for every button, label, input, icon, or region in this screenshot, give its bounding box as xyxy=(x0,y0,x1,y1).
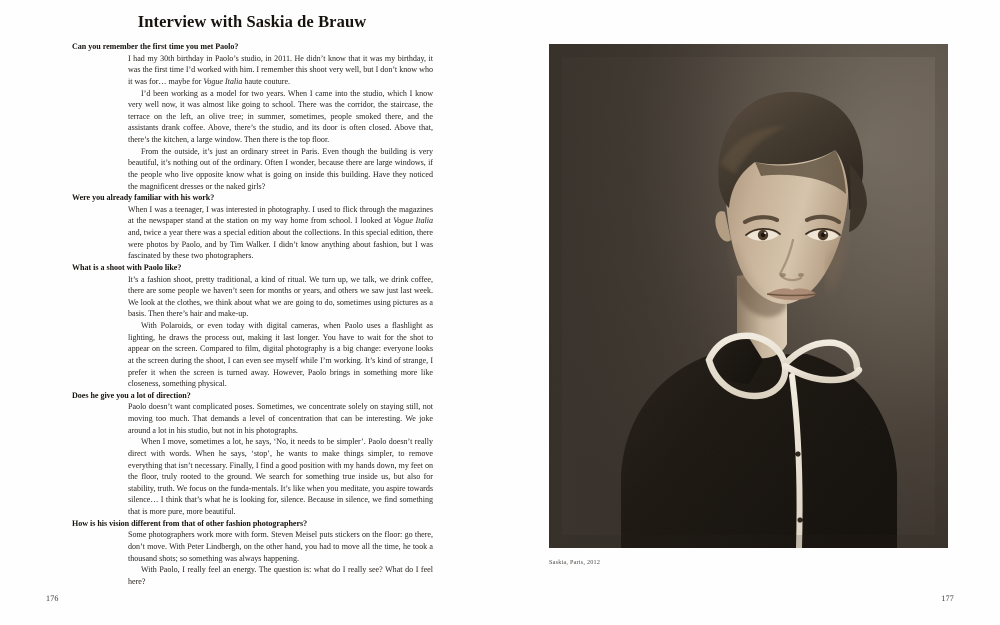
interview-question: How is his vision different from that of other fashion photographers? xyxy=(72,518,308,528)
qa-block xyxy=(72,262,433,390)
interview-answer: I’d been working as a model for two years. When I came into the studio, which I know very well now, it was almost like going to school. There was the corridor, the staircase, the terrace on the left, an olive tree; in summer, sometimes, people smoked there, and the assistants drank coffee. Above, there’s the studio, and its door is often closed. Above that, there’s the kitchen, a large window. Then there is the top floor. xyxy=(128,88,433,144)
page-title: Interview with Saskia de Brauw xyxy=(137,12,367,31)
folio-left: 176 xyxy=(46,594,59,603)
qa-block xyxy=(72,192,433,262)
interview-answer: It’s a fashion shoot, pretty traditional, a kind of ritual. We turn up, we talk, we drink coffee, there are some people we haven’t seen for months or years, and others we saw just last week. We look at the clothes, we think about what we are going to do, sometimes using pictures as a basis. Then there’s hair and make-up. xyxy=(128,274,433,319)
portrait-photograph xyxy=(549,44,948,548)
interview-answer: From the outside, it’s just an ordinary street in Paris. Even though the building is very beautiful, it’s nothing out of the ordinary. Often I wonder, because there are large windows, if the people who live opposite know what is going on inside this building. Have they noticed the magnificent dresses or the naked girls? xyxy=(128,146,433,191)
interview-answer: Paolo doesn’t want complicated poses. Sometimes, we concentrate solely on staying still, not moving too much. That demands a level of concentration that can be interesting. We joke around a lot in his studio, but not in his photographs. xyxy=(128,402,433,435)
right-page xyxy=(500,0,1000,625)
portrait-image xyxy=(549,44,948,548)
interview-answer: Some photographers work more with form. Steven Meisel puts stickers on the floor: go there, don’t move. With Peter Lindbergh, on the other hand, you had to move all the time, he took a thousand shots; so something was always happening. xyxy=(128,530,433,563)
interview-answer: When I move, sometimes a lot, he says, ‘No, it needs to be simpler’. Paolo doesn’t really direct with words. When he says, ‘stop’, he wants to make things simpler, to remove everything that isn’t necessary. Finally, I find a good position with my hands down, my feet on the floor, truly rooted to the ground. We search for something true inside us, but also for stability, truth. We focus on the funda-mentals. It’s like when you meditate, you aspire towards silence… I think that’s what he is looking for, silence. Because in silence, we find something that is more pure, more beautiful. xyxy=(128,437,433,516)
interview-answer: I had my 30th birthday in Paolo’s studio, in 2011. He didn’t know that it was my birthday, it was the first time I’d worked with him. I remember this shoot very well, but I don’t know who it was for… maybe for Vogue Italia haute couture. xyxy=(128,53,433,86)
interview-question: Does he give you a lot of direction? xyxy=(72,390,191,400)
interview-body xyxy=(72,41,433,587)
interview-answer: With Paolo, I really feel an energy. The question is: what do I really see? What do I feel here? xyxy=(128,565,433,586)
interview-answer: When I was a teenager, I was interested in photography. I used to flick through the magazines at the newspaper stand at the station on my way home from school. I looked at Vogue Italia and, twice a year there was a special edition about the collections. In this special edition, there were photos by Paolo, and by Tim Walker. I didn’t know anything about fashion, but I was fascinated by these two photographers. xyxy=(128,204,433,261)
folio-right: 177 xyxy=(941,594,954,603)
photo-caption: Saskia, Paris, 2012 xyxy=(549,560,601,566)
interview-question: Can you remember the first time you met Paolo? xyxy=(72,42,239,51)
interview-question: Were you already familiar with his work? xyxy=(72,193,215,203)
qa-block xyxy=(72,41,433,192)
interview-question: What is a shoot with Paolo like? xyxy=(72,262,182,272)
interview-answer: With Polaroids, or even today with digital cameras, when Paolo uses a flashlight as lighting, he draws the process out, making it last longer. You have to wait for the shot to appear on the screen. Compared to film, digital photography is a big change: everyone looks at the screen during the shoot, I can even see myself while I’m working. It’s kind of strange, I prefer it when the screen is turned away. However, Paolo brings in something more like closeness, something physical. xyxy=(128,321,433,389)
qa-block xyxy=(72,390,433,518)
qa-block xyxy=(72,518,433,588)
